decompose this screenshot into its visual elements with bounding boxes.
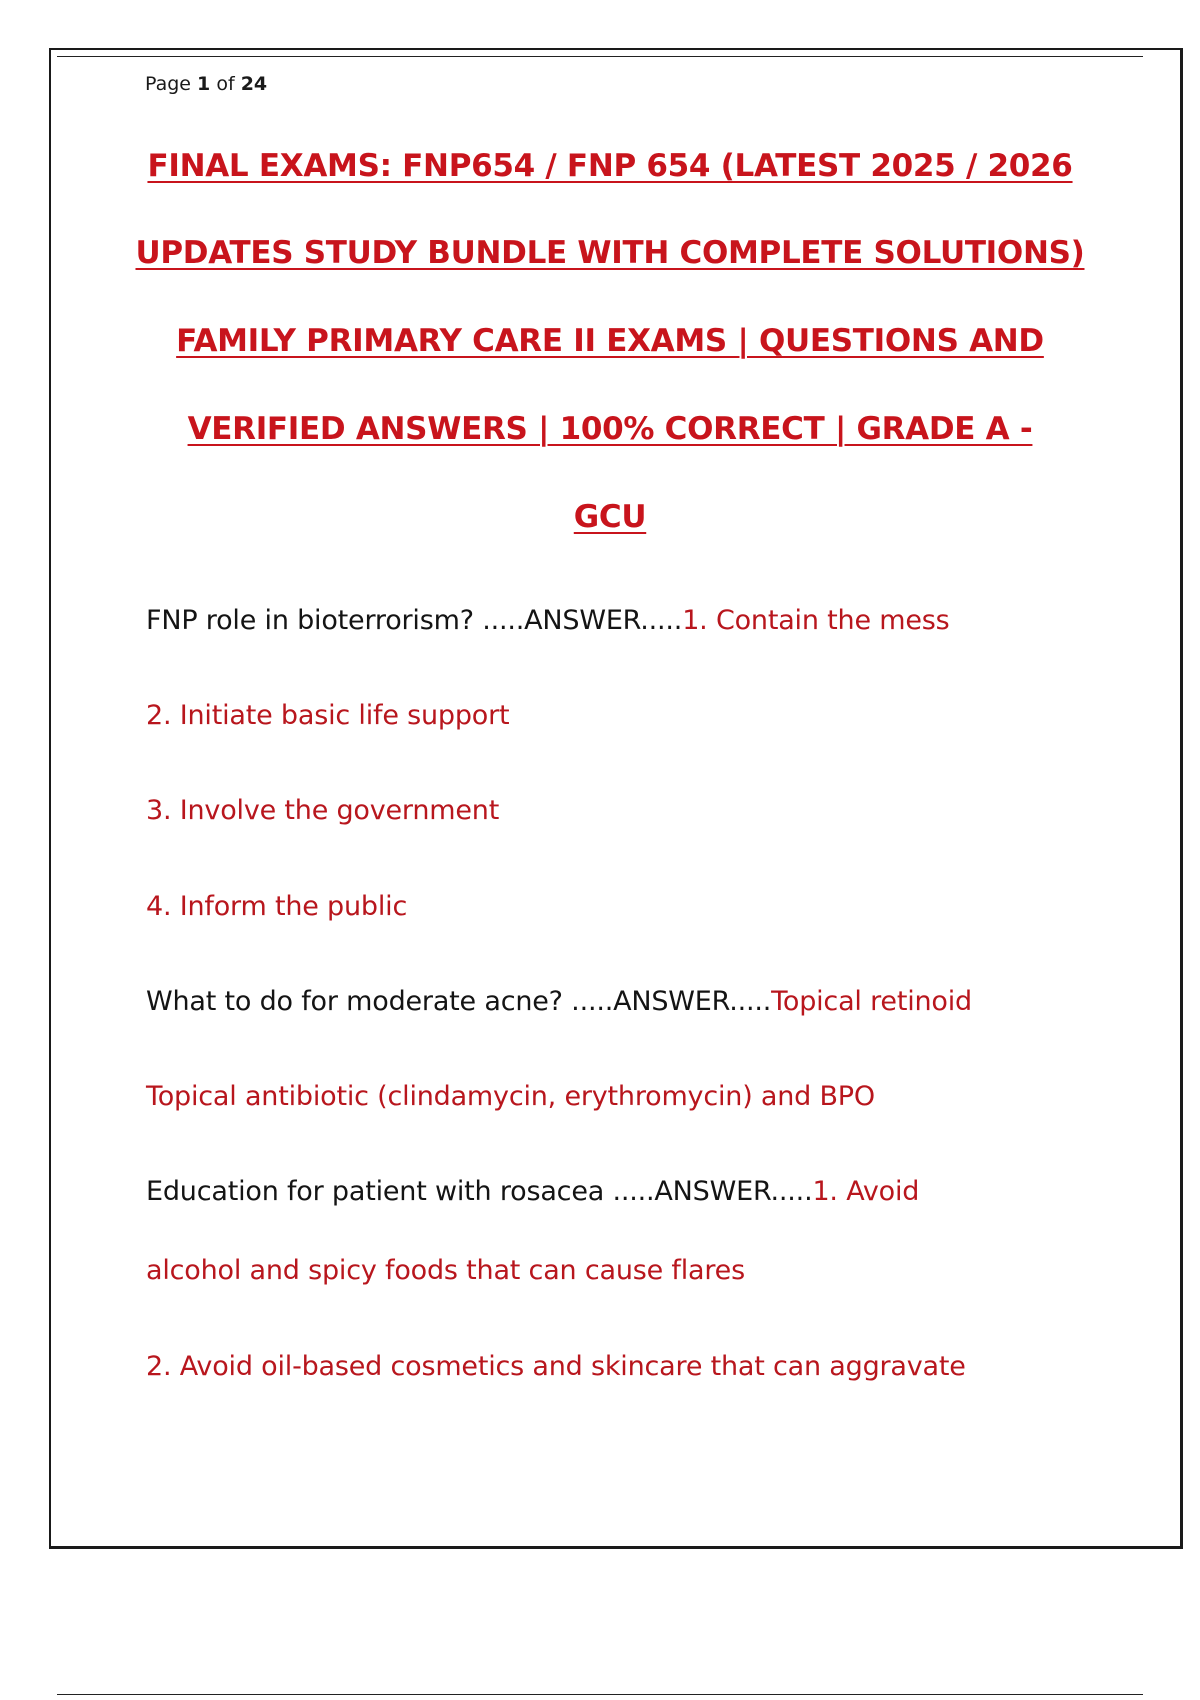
answer-line: 4. Inform the public bbox=[146, 891, 408, 922]
qa-item-1-first-line bbox=[146, 605, 950, 636]
qa-item-2-first-line bbox=[146, 986, 972, 1017]
document-title-line-1: FINAL EXAMS: FNP654 / FNP 654 (LATEST 2025 / 2026 bbox=[147, 148, 1073, 184]
footer-rule bbox=[57, 1694, 1143, 1695]
answer-text: 1. Avoid bbox=[812, 1176, 920, 1207]
document-title-line-2: UPDATES STUDY BUNDLE WITH COMPLETE SOLUTIONS) bbox=[135, 235, 1085, 271]
document-title-line-3: FAMILY PRIMARY CARE II EXAMS | QUESTIONS AND bbox=[176, 323, 1044, 359]
page-label: Page bbox=[145, 73, 191, 95]
document-title-line-4: VERIFIED ANSWERS | 100% CORRECT | GRADE A - bbox=[187, 411, 1033, 447]
answer-text: Topical retinoid bbox=[771, 986, 972, 1017]
page-of-label: of bbox=[216, 73, 235, 95]
answer-line: alcohol and spicy foods that can cause flares bbox=[146, 1255, 745, 1286]
page-indicator bbox=[145, 73, 267, 95]
qa-item-3-first-line bbox=[146, 1176, 919, 1207]
answer-line: 2. Initiate basic life support bbox=[146, 700, 510, 731]
document-title-line-5: GCU bbox=[573, 499, 647, 535]
answer-text: 1. Contain the mess bbox=[682, 605, 950, 636]
page-total: 24 bbox=[240, 73, 268, 95]
answer-line: Topical antibiotic (clindamycin, erythromycin) and BPO bbox=[146, 1081, 875, 1112]
question-text: What to do for moderate acne? .....ANSWER..... bbox=[146, 986, 772, 1017]
question-text: Education for patient with rosacea .....ANSWER..... bbox=[146, 1176, 813, 1207]
answer-line: 2. Avoid oil-based cosmetics and skincare that can aggravate bbox=[146, 1351, 966, 1382]
page-current: 1 bbox=[197, 73, 211, 95]
question-text: FNP role in bioterrorism? .....ANSWER..... bbox=[146, 605, 683, 636]
answer-line: 3. Involve the government bbox=[146, 795, 500, 826]
